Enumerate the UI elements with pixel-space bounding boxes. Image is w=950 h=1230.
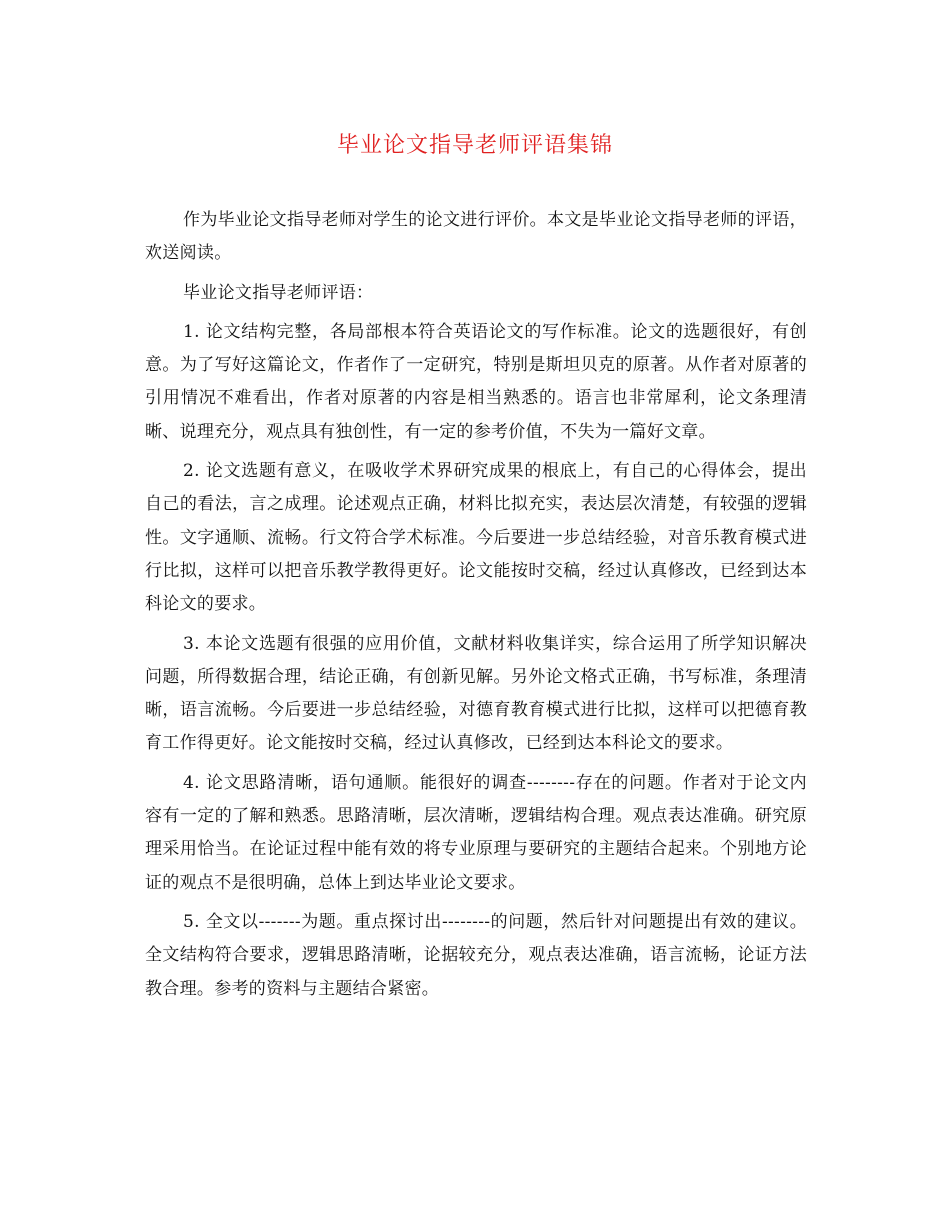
comment-paragraph-5: 5. 全文以-------为题。重点探讨出--------的问题，然后针对问题提出有效的建议。全文结构符合要求，逻辑思路清晰，论据较充分，观点表达准确，语言流畅，论证方法教合理。参考的资料与主题结合紧密。 <box>145 911 807 999</box>
comment-paragraph-3: 3. 本论文选题有很强的应用价值，文献材料收集详实，综合运用了所学知识解决问题，所得数据合理，结论正确，有创新见解。另外论文格式正确，书写标准，条理清晰，语言流畅。今后要进一步总结经验，对德育教育模式进行比拟，这样可以把德育教育工作得更好。论文能按时交稿，经过认真修改，已经到达本科论文的要求。 <box>145 633 807 754</box>
document-body <box>145 204 807 1012</box>
comment-paragraph-2: 2. 论文选题有意义，在吸收学术界研究成果的根底上，有自己的心得体会，提出自己的看法，言之成理。论述观点正确，材料比拟充实，表达层次清楚，有较强的逻辑性。文字通顺、流畅。行文符合学术标准。今后要进一步总结经验，对音乐教育模式进行比拟，这样可以把音乐教学教得更好。论文能按时交稿，经过认真修改，已经到达本科论文的要求。 <box>145 461 807 615</box>
document-title: 毕业论文指导老师评语集锦 <box>336 133 613 158</box>
comment-paragraph-4: 4. 论文思路清晰，语句通顺。能很好的调查--------存在的问题。作者对于论文内容有一定的了解和熟悉。思路清晰，层次清晰，逻辑结构合理。观点表达准确。研究原理采用恰当。在论证过程中能有效的将专业原理与要研究的主题结合起来。个别地方论证的观点不是很明确，总体上到达毕业论文要求。 <box>145 772 807 893</box>
intro-paragraph: 作为毕业论文指导老师对学生的论文进行评价。本文是毕业论文指导老师的评语，欢送阅读。 <box>145 210 807 264</box>
comment-paragraph-1: 1. 论文结构完整，各局部根本符合英语论文的写作标准。论文的选题很好，有创意。为了写好这篇论文，作者作了一定研究，特别是斯坦贝克的原著。从作者对原著的引用情况不难看出，作者对原著的内容是相当熟悉的。语言也非常犀利，论文条理清晰、说理充分，观点具有独创性，有一定的参考价值，不失为一篇好文章。 <box>145 321 807 442</box>
section-heading: 毕业论文指导老师评语： <box>183 282 374 303</box>
